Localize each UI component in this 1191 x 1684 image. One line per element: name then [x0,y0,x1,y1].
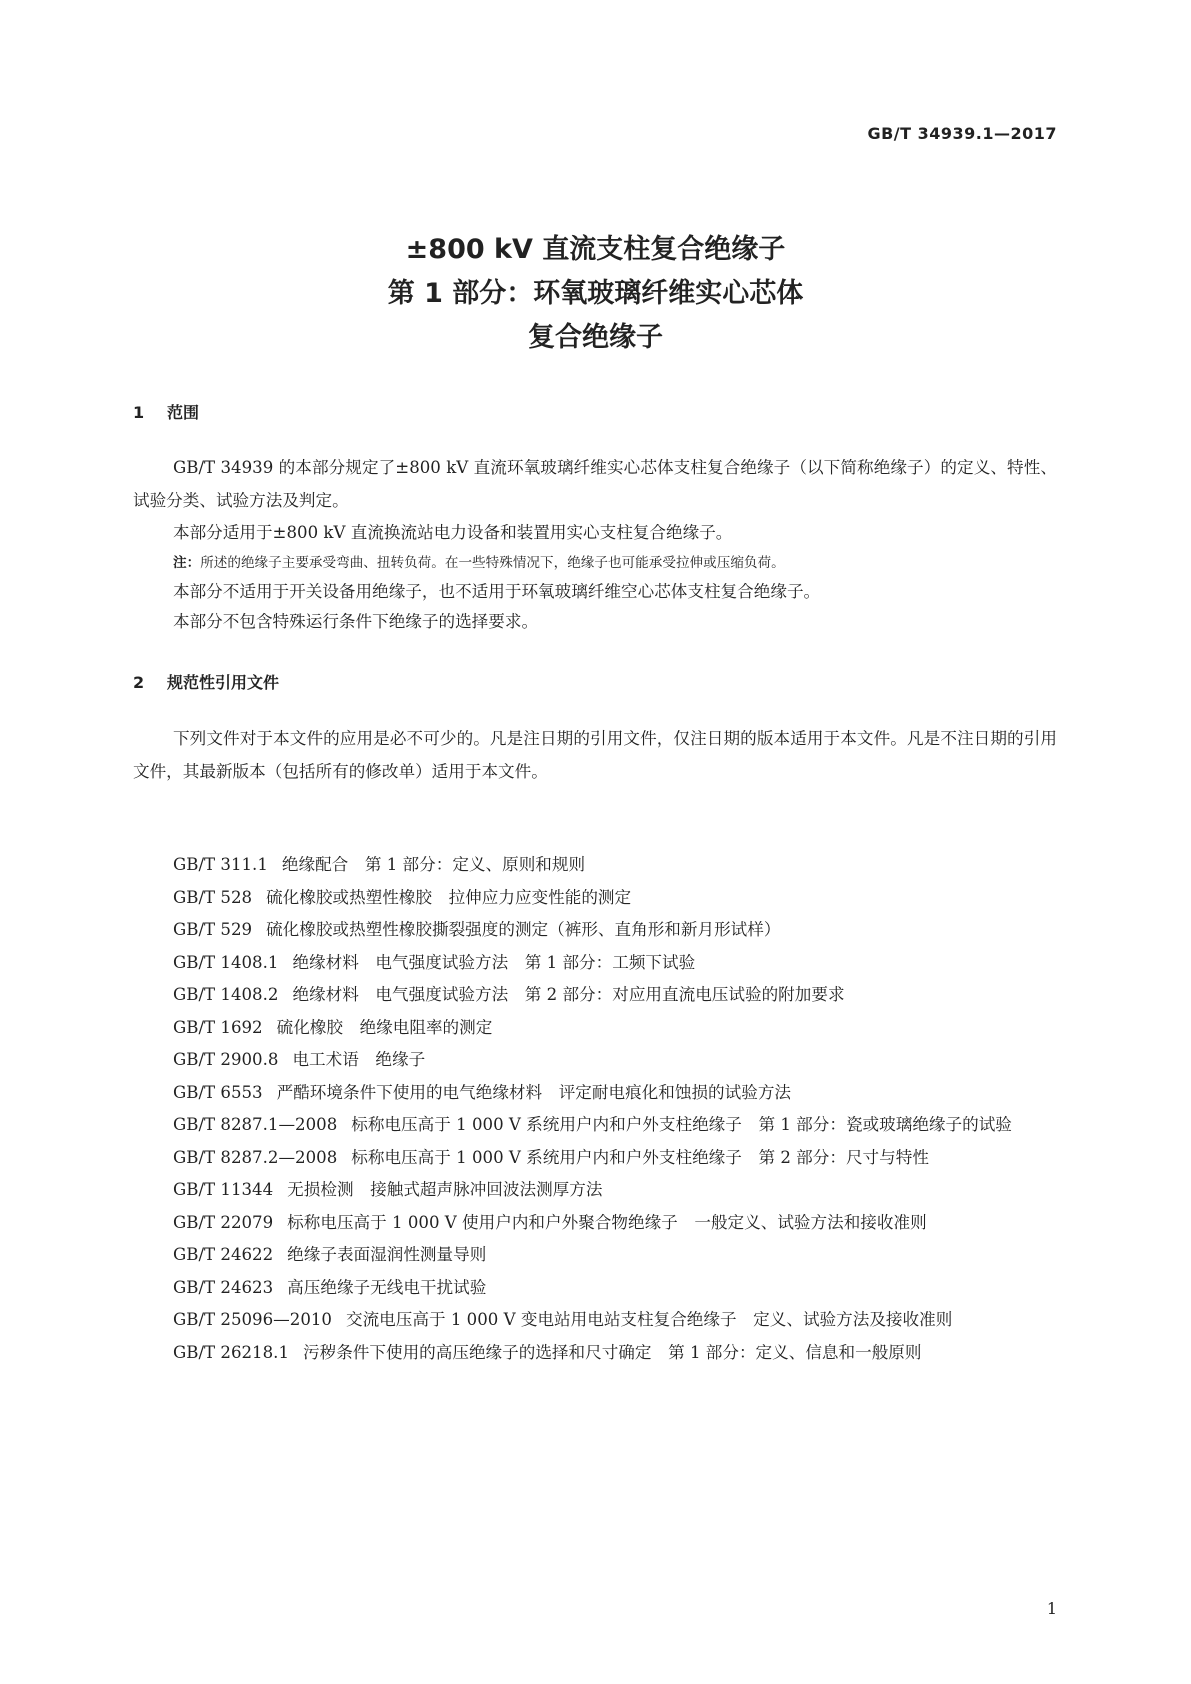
reference-code: GB/T 8287.2—2008 [173,1147,338,1167]
standard-code: GB/T 34939.1—2017 [867,124,1057,143]
reference-title: 标称电压高于 1 000 V 系统用户内和户外支柱绝缘子 第 1 部分：瓷或玻璃绝缘子的试验 [351,1115,1012,1134]
reference-title: 电工术语 绝缘子 [292,1050,426,1069]
reference-item [133,1044,1057,1077]
reference-code: GB/T 26218.1 [173,1342,290,1362]
note-label: 注： [173,555,201,571]
reference-item [133,1109,1057,1142]
reference-code: GB/T 528 [173,887,253,907]
reference-item [133,882,1057,915]
reference-item [133,1207,1057,1240]
reference-title: 标称电压高于 1 000 V 使用户内和户外聚合物绝缘子 一般定义、试验方法和接收准则 [287,1212,927,1232]
scope-paragraph-3: 本部分不适用于开关设备用绝缘子，也不适用于环氧玻璃纤维空心芯体支柱复合绝缘子。 [173,582,821,601]
reference-item [133,1077,1057,1110]
reference-title: 硫化橡胶或热塑性橡胶撕裂强度的测定（裤形、直角形和新月形试样） [266,920,781,939]
references-intro: 下列文件对于本文件的应用是必不可少的。凡是注日期的引用文件，仅注日期的版本适用于本文件。凡是不注日期的引用文件，其最新版本（包括所有的修改单）适用于本文件。 [133,729,1057,781]
reference-item [133,1337,1057,1370]
section-1-heading [133,400,199,423]
reference-title: 绝缘材料 电气强度试验方法 第 2 部分：对应用直流电压试验的附加要求 [292,985,845,1004]
reference-code: GB/T 6553 [173,1082,263,1102]
reference-code: GB/T 8287.1—2008 [173,1115,338,1134]
reference-code: GB/T 2900.8 [173,1050,279,1069]
reference-code: GB/T 11344 [173,1180,274,1199]
reference-title: 硫化橡胶或热塑性橡胶 拉伸应力应变性能的测定 [266,887,632,907]
reference-item [133,1142,1057,1175]
reference-code: GB/T 1692 [173,1017,263,1037]
scope-paragraph-4: 本部分不包含特殊运行条件下绝缘子的选择要求。 [173,612,539,631]
section-number: 1 [133,403,145,422]
reference-code: GB/T 1408.1 [173,952,279,972]
reference-title: 绝缘子表面湿润性测量导则 [287,1245,487,1264]
section-title: 范围 [167,403,200,422]
reference-item [133,1272,1057,1305]
reference-code: GB/T 311.1 [173,855,268,874]
reference-code: GB/T 529 [173,920,253,939]
reference-item [133,1239,1057,1272]
reference-item [133,1012,1057,1045]
reference-title: 绝缘材料 电气强度试验方法 第 1 部分：工频下试验 [292,952,696,972]
reference-title: 无损检测 接触式超声脉冲回波法测厚方法 [287,1180,603,1199]
note-text: 所述的绝缘子主要承受弯曲、扭转负荷。在一些特殊情况下，绝缘子也可能承受拉伸或压缩负荷。 [200,555,785,571]
reference-item [133,979,1057,1012]
reference-item [133,1174,1057,1207]
scope-note [173,550,1057,576]
title-line-2: 第 1 部分：环氧玻璃纤维实心芯体 [387,278,804,309]
title-line-3: 复合绝缘子 [528,322,663,353]
reference-title: 交流电压高于 1 000 V 变电站用电站支柱复合绝缘子 定义、试验方法及接收准则 [346,1310,953,1329]
section-2-heading [133,670,279,693]
reference-title: 污秽条件下使用的高压绝缘子的选择和尺寸确定 第 1 部分：定义、信息和一般原则 [303,1342,922,1362]
section-title: 规范性引用文件 [167,673,280,692]
reference-item [133,947,1057,980]
reference-title: 标称电压高于 1 000 V 系统用户内和户外支柱绝缘子 第 2 部分：尺寸与特性 [351,1147,929,1167]
reference-title: 硫化橡胶 绝缘电阻率的测定 [276,1017,493,1037]
normative-references-list [133,849,1057,1369]
reference-code: GB/T 24622 [173,1245,274,1264]
reference-title: 严酷环境条件下使用的电气绝缘材料 评定耐电痕化和蚀损的试验方法 [276,1082,792,1102]
reference-item [133,1304,1057,1337]
reference-title: 绝缘配合 第 1 部分：定义、原则和规则 [281,855,586,874]
scope-paragraph-1: GB/T 34939 的本部分规定了±800 kV 直流环氧玻璃纤维实心芯体支柱复合绝缘子（以下简称绝缘子）的定义、特性、试验分类、试验方法及判定。 [133,458,1057,510]
reference-code: GB/T 25096—2010 [173,1310,332,1329]
reference-title: 高压绝缘子无线电干扰试验 [287,1277,487,1297]
scope-paragraph-2: 本部分适用于±800 kV 直流换流站电力设备和装置用实心支柱复合绝缘子。 [173,523,733,542]
section-number: 2 [133,673,145,692]
reference-code: GB/T 22079 [173,1212,274,1232]
reference-item [133,849,1057,882]
title-line-1: ±800 kV 直流支柱复合绝缘子 [405,234,786,265]
reference-code: GB/T 1408.2 [173,985,279,1004]
page-number: 1 [1046,1599,1057,1618]
document-title [0,228,1191,360]
reference-code: GB/T 24623 [173,1277,274,1297]
reference-item [133,914,1057,947]
